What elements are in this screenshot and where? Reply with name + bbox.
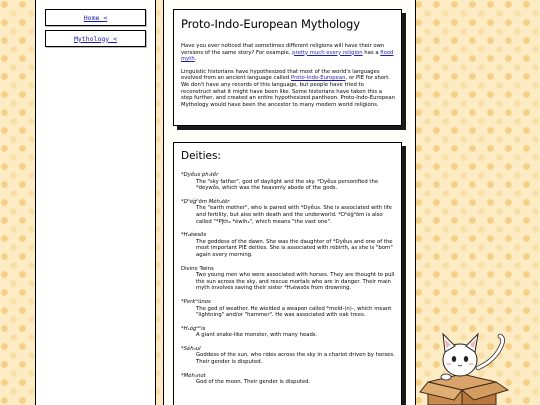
deity-description: The "sky father", god of daylight and the sky. *Dyḗus personified the *deywṓs, which was the heavenly abode of the gods. (196, 178, 379, 192)
deity-name: *Séh₂ul (181, 345, 201, 352)
deity-entry (181, 172, 395, 192)
deity-description: Goddess of the sun, who rides across the sky in a chariot driven by horses. Their gender is disputed. (196, 352, 395, 366)
deity-name: *Dʰéǵʰōm Méh₂tēr (181, 198, 230, 205)
deity-description: Two young men who were associated with horses. They are thought to pull the sun across the sky, and rescue mortals who are in danger. Their main myth involves saving their sister *H₂éwsōs from drowning. (196, 272, 395, 292)
deity-name: *H₁ógʷʰis (181, 325, 206, 332)
page-title: Proto-Indo-European Mythology (181, 17, 360, 31)
religion-link[interactable]: pretty much every religion (292, 49, 363, 56)
intro-paragraph-1: Have you ever noticed that sometimes different religions will have their own versions of the same story? For example, pretty much every religion has a flood myth. (181, 43, 394, 63)
deity-entry (181, 373, 395, 386)
deity-description: The "earth mother", who is paired with *Dyḗus. She is associated with life and fertility, but also with death and the underworld. *Dʰéǵʰōm is also called "*Pl̥th₂ *éwih₂", which means "the vast one". (196, 205, 392, 225)
deity-description: The goddess of the dawn. She was the daughter of *Dyḗus and one of the most important PIE deities. She is associated with rebirth, as she is "born" again every morning. (196, 238, 393, 258)
deity-description: God of the moon. Their gender is disputed. (196, 379, 311, 386)
deity-name: *H₂éwsōs (181, 232, 207, 239)
deities-heading: Deities: (181, 150, 221, 162)
cat-in-box-illustration (418, 320, 528, 405)
intro-card (173, 9, 402, 126)
nav-home-button[interactable]: Home < (45, 9, 146, 26)
deity-name: Divine Twins (181, 265, 214, 272)
deity-entry (181, 266, 395, 292)
main-column (163, 0, 416, 405)
intro-paragraph-2: Linguistic historians have hypothesized that most of the world's languages evolved from an ancient language called Proto-Indo-European, or PIE for short. We don't have any records of this language, but people have tried to reconstruct what it might have been like. Some historians have taken this a step further, and created an entire hypothesized pantheon. Proto-Indo-European Mythology would have been the ancestor to many modern world religions. (181, 68, 395, 108)
deity-description: A giant snake-like monster, with many heads. (196, 332, 318, 339)
flood-myth-link[interactable]: flood myth (181, 49, 394, 63)
pie-link[interactable]: Proto-Indo-European (290, 75, 346, 82)
deity-description: The god of weather. He wielded a weapon called *meld-(n)-, which meant "lightning" and/or "hammer". He was associated with oak trees. (196, 305, 392, 319)
deity-entry (181, 199, 395, 225)
deity-entry (181, 326, 395, 339)
deity-entry (181, 299, 395, 319)
left-sidebar (35, 0, 156, 405)
deity-name: *Dyḗus ph₂tḗr (181, 172, 219, 178)
deity-entry (181, 232, 395, 258)
nav-mythology-button[interactable]: Mythology < (45, 30, 146, 47)
deities-card (173, 142, 402, 405)
deity-name: *Perkʷūnos (181, 298, 211, 305)
deity-name: *Méh₁not (181, 372, 206, 379)
deity-entry (181, 346, 395, 366)
